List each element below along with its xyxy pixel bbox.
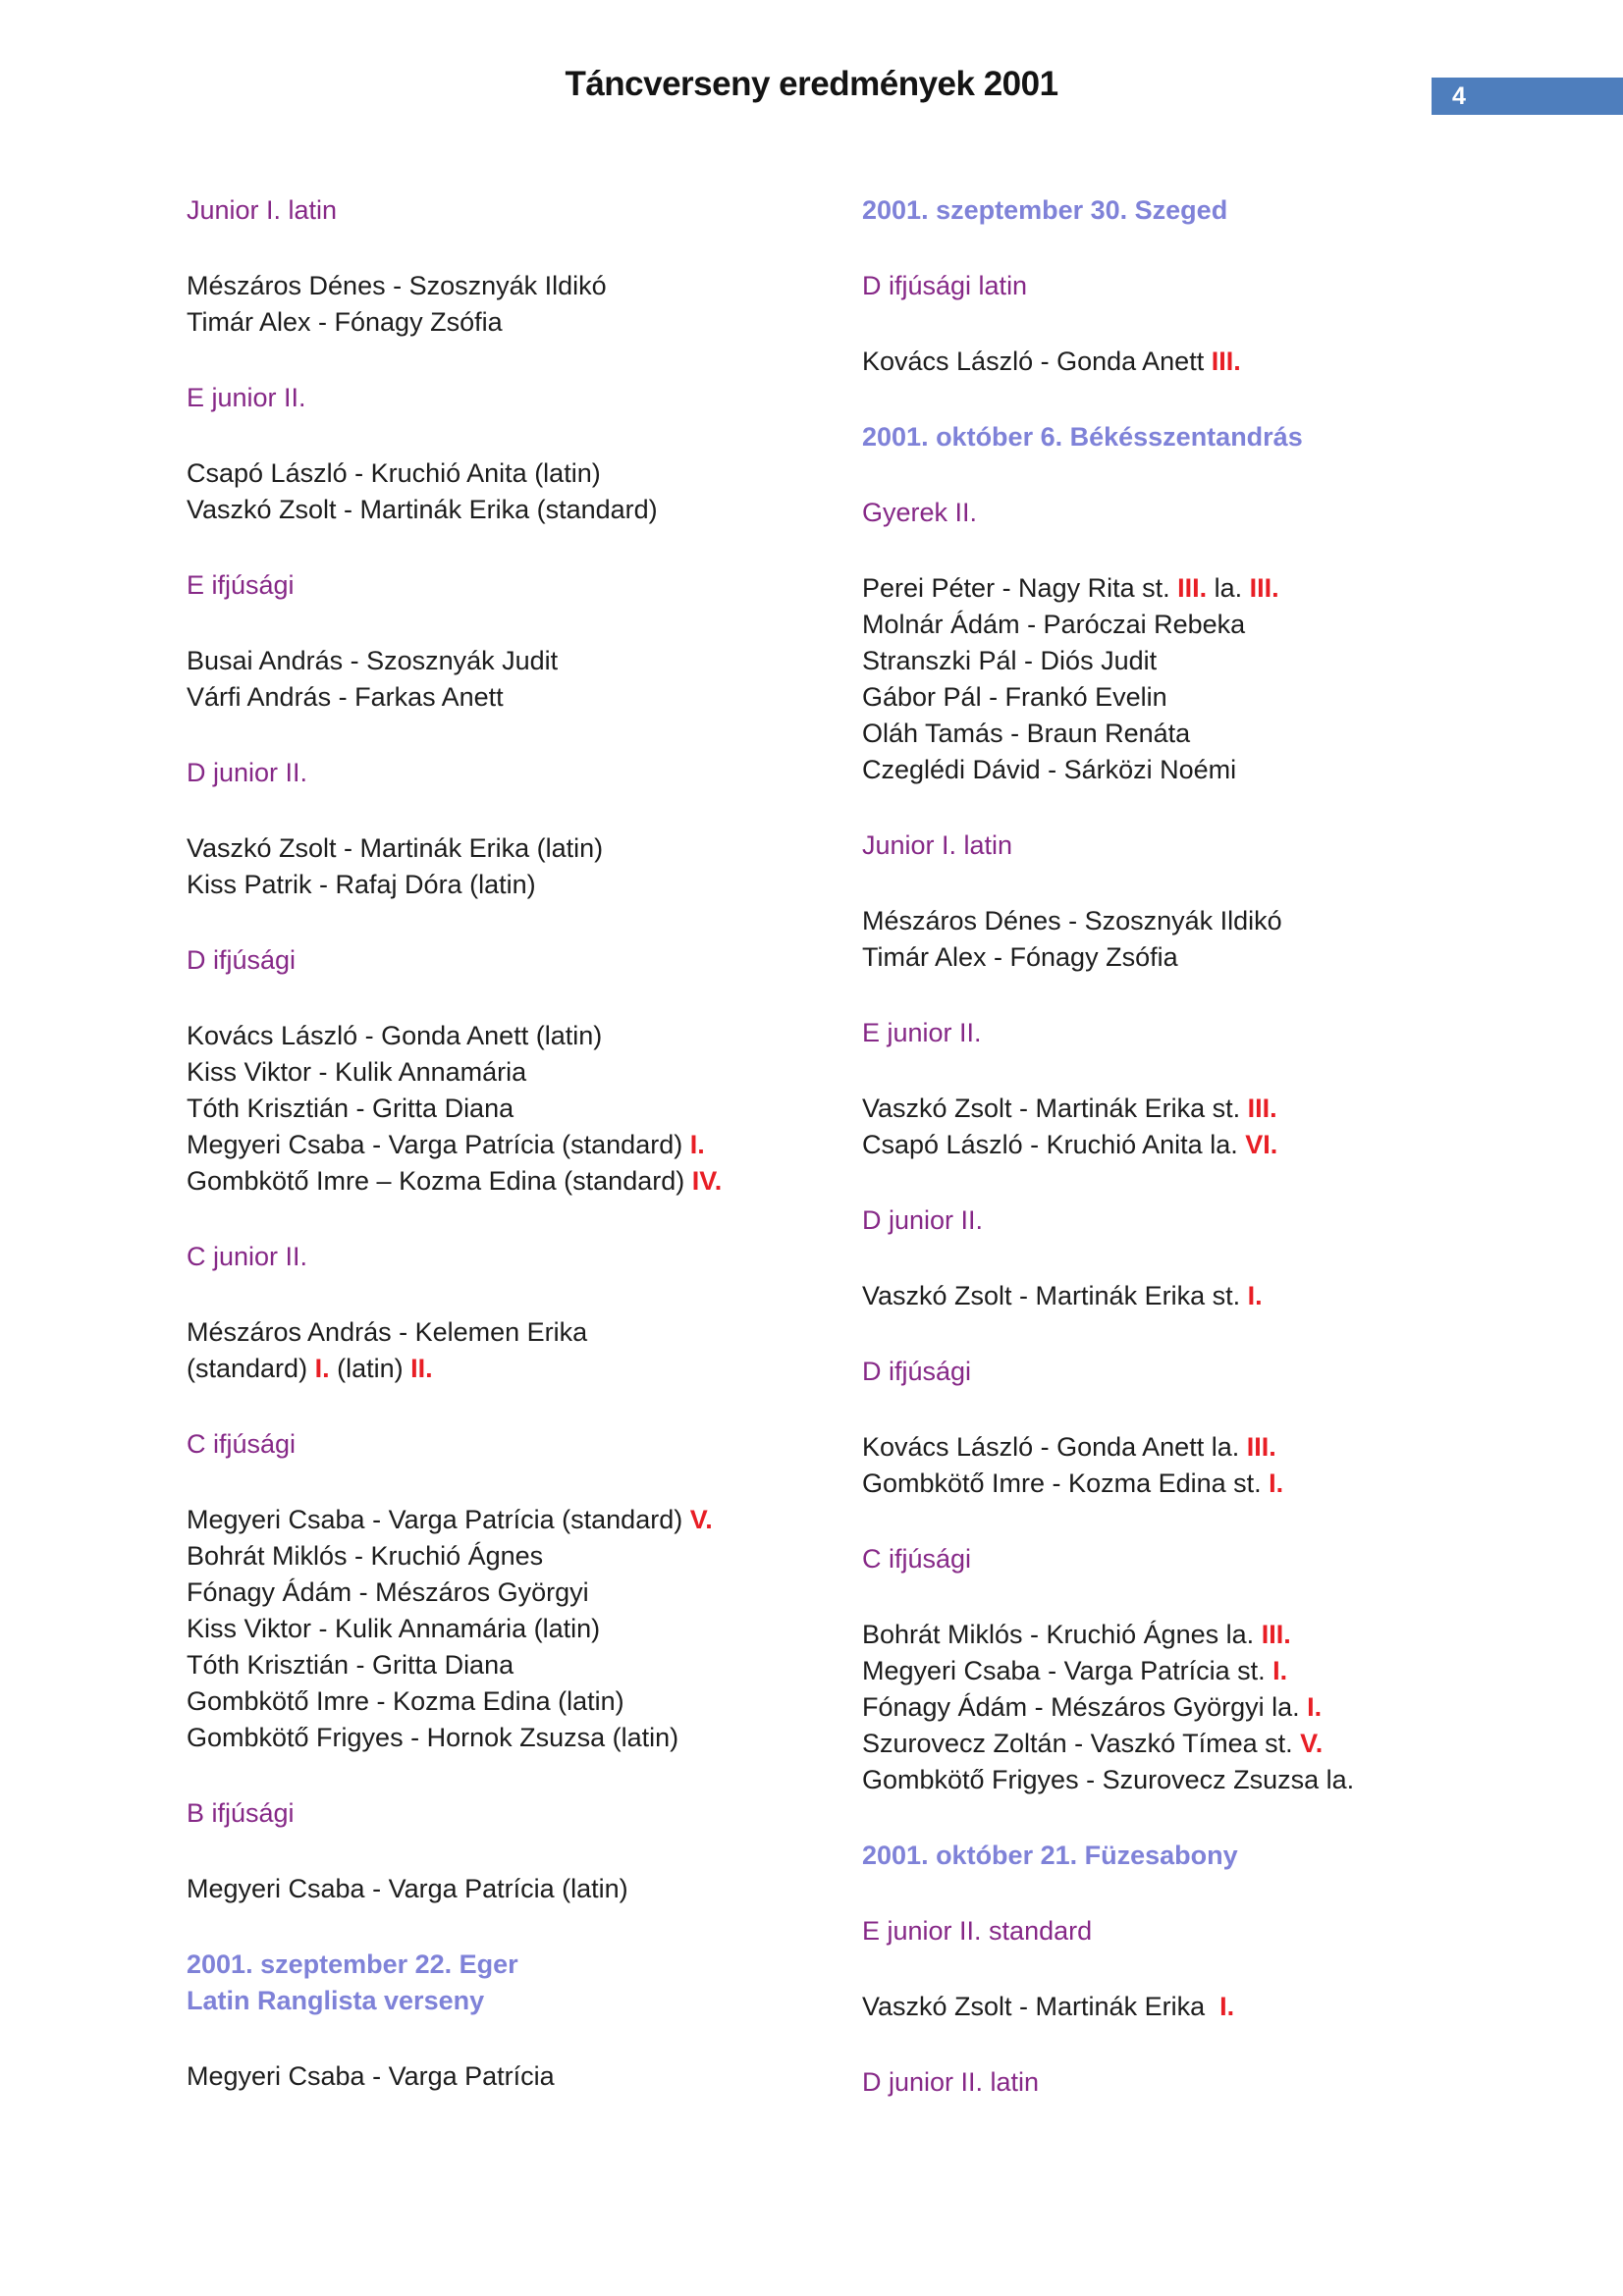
event-date-line: 2001. szeptember 22. Eger [187, 1949, 518, 1979]
event-date-line: 2001. október 6. Békésszentandrás [862, 422, 1303, 452]
results-group [187, 455, 844, 528]
couple-names: Molnár Ádám - Paróczai Rebeka [862, 610, 1246, 639]
result-line [187, 1871, 844, 1907]
result-line [862, 1278, 1569, 1314]
result-line [187, 1351, 844, 1387]
results-group [187, 1314, 844, 1387]
results-group [187, 830, 844, 903]
couple-names: Szurovecz Zoltán - Vaszkó Tímea st. [862, 1729, 1301, 1758]
result-line [187, 304, 844, 341]
couple-names: Tóth Krisztián - Gritta Diana [187, 1650, 514, 1680]
result-line [862, 716, 1569, 752]
result-line [862, 1429, 1569, 1466]
category-heading: B ifjúsági [187, 1798, 295, 1828]
result-line [187, 1647, 844, 1683]
couple-names: Bohrát Miklós - Kruchió Ágnes [187, 1541, 544, 1571]
result-line [862, 939, 1569, 976]
couple-names: Gábor Pál - Frankó Evelin [862, 682, 1167, 712]
result-line [187, 830, 844, 867]
category-heading: E junior II. [862, 1018, 982, 1047]
event-date-line: 2001. október 21. Füzesabony [862, 1841, 1238, 1870]
result-line [187, 1018, 844, 1054]
couple-names: Fónagy Ádám - Mészáros Györgyi [187, 1577, 589, 1607]
placement-numeral: I. [1247, 1281, 1263, 1310]
page-number-badge [1432, 78, 1623, 115]
result-line [862, 1127, 1569, 1163]
couple-names: Vaszkó Zsolt - Martinák Erika [862, 1992, 1220, 2021]
result-line [862, 607, 1569, 643]
results-group [862, 1278, 1569, 1314]
event-date-heading [187, 1947, 844, 2019]
results-group [862, 344, 1569, 380]
category-heading: D ifjúsági latin [862, 271, 1028, 300]
couple-names: Kovács László - Gonda Anett la. [862, 1432, 1247, 1462]
category-heading: C junior II. [187, 1242, 308, 1271]
couple-names: la. [1207, 573, 1250, 603]
result-line [862, 1617, 1569, 1653]
result-line [862, 643, 1569, 679]
couple-names: Vaszkó Zsolt - Martinák Erika st. [862, 1281, 1248, 1310]
couple-names: (standard) [187, 1354, 315, 1383]
couple-names: Mészáros Dénes - Szosznyák Ildikó [862, 906, 1282, 935]
page-number: 4 [1452, 82, 1466, 110]
result-line [187, 867, 844, 903]
couple-names: Fónagy Ádám - Mészáros Györgyi la. [862, 1692, 1308, 1722]
category-heading: Junior I. latin [187, 195, 338, 225]
placement-numeral: III. [1249, 573, 1279, 603]
couple-names: Kovács László - Gonda Anett (latin) [187, 1021, 603, 1050]
result-line [187, 2058, 844, 2095]
results-group [187, 2058, 844, 2095]
result-line [187, 1163, 844, 1200]
result-line [187, 268, 844, 304]
result-line [862, 344, 1569, 380]
couple-names: (latin) [329, 1354, 411, 1383]
placement-numeral: V. [1300, 1729, 1324, 1758]
result-line [862, 1989, 1569, 2025]
category-heading: E junior II. [187, 383, 306, 412]
couple-names: Kovács László - Gonda Anett [862, 347, 1212, 376]
results-group [862, 1091, 1569, 1163]
placement-numeral: IV. [691, 1166, 723, 1196]
couple-names: Csapó László - Kruchió Anita la. [862, 1130, 1246, 1159]
couple-names: Gombkötő Imre - Kozma Edina st. [862, 1468, 1270, 1498]
results-group [862, 1989, 1569, 2025]
couple-names: Megyeri Csaba - Varga Patrícia st. [862, 1656, 1273, 1685]
category-heading: C ifjúsági [187, 1429, 297, 1459]
result-line [862, 1762, 1569, 1798]
couple-names: Megyeri Csaba - Varga Patrícia (standard) [187, 1130, 690, 1159]
couple-names: Timár Alex - Fónagy Zsófia [187, 307, 503, 337]
couple-names: Gombkötő Imre – Kozma Edina (standard) [187, 1166, 692, 1196]
results-group [187, 268, 844, 341]
result-line [187, 1538, 844, 1575]
category-heading: D junior II. [187, 758, 308, 787]
result-line [862, 1653, 1569, 1689]
placement-numeral: VI. [1245, 1130, 1278, 1159]
couple-names: Perei Péter - Nagy Rita st. [862, 573, 1178, 603]
event-date-heading [862, 419, 1569, 455]
category-heading: D junior II. latin [862, 2067, 1040, 2097]
results-group [187, 643, 844, 716]
results-group [862, 1429, 1569, 1502]
couple-names: Kiss Viktor - Kulik Annamária (latin) [187, 1614, 601, 1643]
result-line [187, 1720, 844, 1756]
couple-names: Kiss Viktor - Kulik Annamária [187, 1057, 527, 1087]
category-heading: Junior I. latin [862, 830, 1013, 860]
couple-names: Megyeri Csaba - Varga Patrícia [187, 2061, 555, 2091]
result-line [862, 570, 1569, 607]
placement-numeral: I. [1307, 1692, 1323, 1722]
results-group [187, 1018, 844, 1200]
couple-names: Gombkötő Frigyes - Szurovecz Zsuzsa la. [862, 1765, 1355, 1794]
event-date-line: 2001. szeptember 30. Szeged [862, 195, 1228, 225]
placement-numeral: III. [1211, 347, 1241, 376]
placement-numeral: II. [410, 1354, 433, 1383]
couple-names: Oláh Tamás - Braun Renáta [862, 719, 1191, 748]
results-group [862, 903, 1569, 976]
couple-names: Tóth Krisztián - Gritta Diana [187, 1094, 514, 1123]
couple-names: Megyeri Csaba - Varga Patrícia (latin) [187, 1874, 628, 1903]
category-heading: D ifjúsági [187, 945, 297, 975]
category-heading: E junior II. standard [862, 1916, 1093, 1946]
couple-names: Gombkötő Imre - Kozma Edina (latin) [187, 1686, 624, 1716]
couple-names: Busai András - Szosznyák Judit [187, 646, 559, 675]
result-line [187, 455, 844, 492]
couple-names: Vaszkó Zsolt - Martinák Erika (standard) [187, 495, 658, 524]
category-heading: C ifjúsági [862, 1544, 972, 1574]
page-title: Táncverseny eredmények 2001 [565, 65, 1058, 103]
placement-numeral: III. [1177, 573, 1208, 603]
placement-numeral: I. [1219, 1992, 1235, 2021]
category-heading: E ifjúsági [187, 570, 295, 600]
placement-numeral: I. [689, 1130, 705, 1159]
placement-numeral: I. [1269, 1468, 1284, 1498]
result-line [187, 1314, 844, 1351]
placement-numeral: III. [1247, 1094, 1277, 1123]
result-line [187, 643, 844, 679]
couple-names: Czeglédi Dávid - Sárközi Noémi [862, 755, 1237, 784]
result-line [187, 492, 844, 528]
result-line [187, 1502, 844, 1538]
couple-names: Várfi András - Farkas Anett [187, 682, 504, 712]
couple-names: Stranszki Pál - Diós Judit [862, 646, 1158, 675]
right-column [862, 192, 1569, 2140]
couple-names: Timár Alex - Fónagy Zsófia [862, 942, 1178, 972]
couple-names: Vaszkó Zsolt - Martinák Erika (latin) [187, 833, 604, 863]
couple-names: Csapó László - Kruchió Anita (latin) [187, 458, 601, 488]
results-group [862, 1617, 1569, 1798]
category-heading: D junior II. [862, 1205, 984, 1235]
result-line [187, 1127, 844, 1163]
result-line [862, 903, 1569, 939]
placement-numeral: I. [1272, 1656, 1288, 1685]
result-line [862, 752, 1569, 788]
result-line [187, 1575, 844, 1611]
couple-names: Mészáros András - Kelemen Erika [187, 1317, 588, 1347]
event-date-heading [862, 192, 1569, 229]
result-line [862, 1466, 1569, 1502]
result-line [862, 1689, 1569, 1726]
category-heading: D ifjúsági [862, 1357, 972, 1386]
result-line [187, 1091, 844, 1127]
result-line [187, 1683, 844, 1720]
results-group [187, 1871, 844, 1907]
couple-names: Megyeri Csaba - Varga Patrícia (standard) [187, 1505, 690, 1534]
left-column [187, 192, 844, 2134]
placement-numeral: III. [1261, 1620, 1291, 1649]
couple-names: Vaszkó Zsolt - Martinák Erika st. [862, 1094, 1248, 1123]
result-line [862, 679, 1569, 716]
category-heading: Gyerek II. [862, 498, 978, 527]
results-group [862, 570, 1569, 788]
result-line [862, 1091, 1569, 1127]
couple-names: Gombkötő Frigyes - Hornok Zsuzsa (latin) [187, 1723, 679, 1752]
result-line [187, 1611, 844, 1647]
event-date-heading [862, 1838, 1569, 1874]
results-group [187, 1502, 844, 1756]
event-date-line: Latin Ranglista verseny [187, 1986, 485, 2015]
placement-numeral: I. [314, 1354, 330, 1383]
result-line [187, 1054, 844, 1091]
couple-names: Bohrát Miklós - Kruchió Ágnes la. [862, 1620, 1262, 1649]
result-line [187, 679, 844, 716]
result-line [862, 1726, 1569, 1762]
couple-names: Kiss Patrik - Rafaj Dóra (latin) [187, 870, 536, 899]
couple-names: Mészáros Dénes - Szosznyák Ildikó [187, 271, 607, 300]
placement-numeral: III. [1246, 1432, 1276, 1462]
placement-numeral: V. [689, 1505, 713, 1534]
